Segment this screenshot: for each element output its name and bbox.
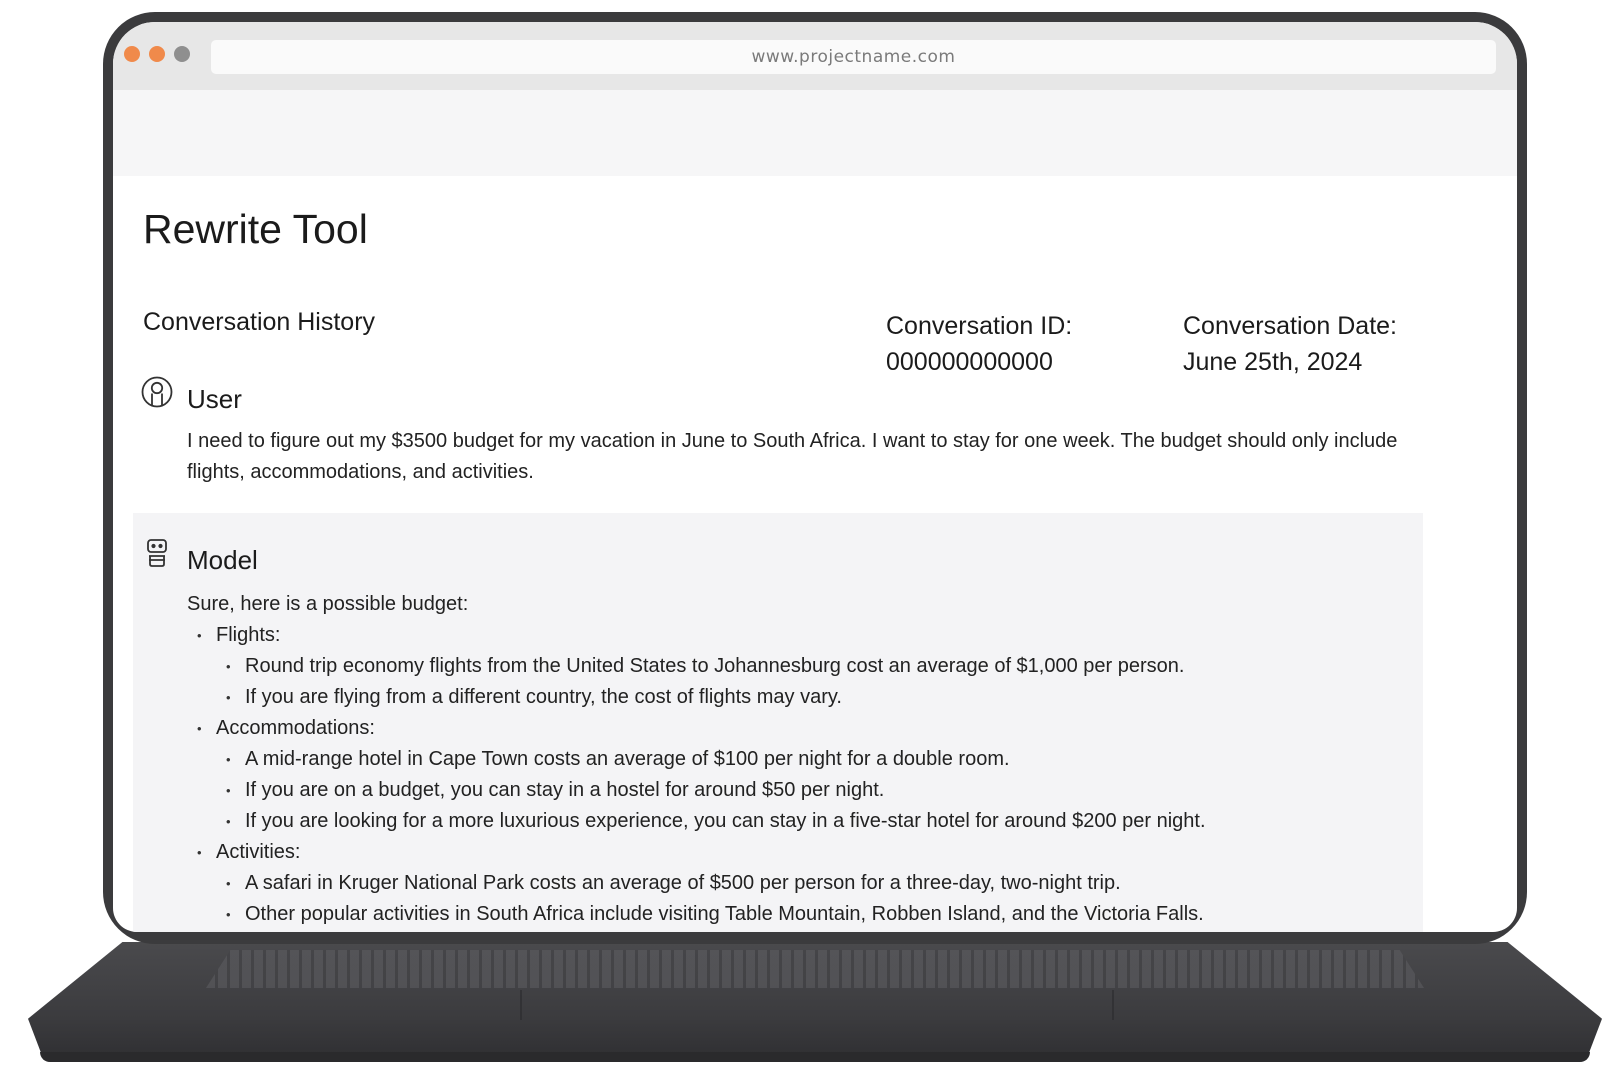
window-close-dot[interactable] (124, 46, 140, 62)
browser-toolbar (113, 22, 1517, 90)
user-turn-heading (133, 376, 1423, 420)
section-items (187, 868, 1423, 930)
section-items (187, 651, 1423, 713)
budget-section-accommodations (187, 713, 1423, 837)
conversation-history-label: Conversation History (143, 308, 376, 336)
section-title: • Flights: (216, 624, 281, 646)
laptop-base-edge (40, 1052, 1590, 1062)
trackpad (520, 990, 1114, 1020)
list-item: • Other popular activities in South Africa include visiting Table Mountain, Robben Island, and the Victoria Falls. (216, 899, 1423, 930)
list-item: • A safari in Kruger National Park costs an average of $500 per person for a three-day, two-night trip. (216, 868, 1423, 899)
section-title: • Accommodations: (216, 717, 375, 739)
list-item: • A mid-range hotel in Cape Town costs an average of $100 per night for a double room. (216, 744, 1423, 775)
list-item: • If you are on a budget, you can stay in a hostel for around $50 per night. (216, 775, 1423, 806)
list-item: • If you are flying from a different country, the cost of flights may vary. (216, 682, 1423, 713)
window-maximize-dot[interactable] (174, 46, 190, 62)
budget-section-flights (187, 620, 1423, 713)
user-circle-icon (141, 376, 173, 408)
main-content (113, 176, 1517, 932)
conversation-id (886, 308, 1072, 380)
keyboard (206, 950, 1424, 988)
model-turn (133, 513, 1423, 932)
list-item: • If you are looking for a more luxurious experience, you can stay in a five-star hotel for around $200 per night. (216, 806, 1423, 837)
robot-icon (141, 537, 173, 569)
user-message: I need to figure out my $3500 budget for my vacation in June to South Africa. I want to stay for one week. The budget should only include flights, accommodations, and activities. (187, 430, 1398, 483)
section-title: • Activities: (216, 841, 301, 863)
list-item: • Round trip economy flights from the United States to Johannesburg cost an average of $1,000 per person. (216, 651, 1423, 682)
budget-section-activities (187, 837, 1423, 930)
user-role-label: User (187, 384, 242, 414)
model-turn-heading (133, 537, 1423, 581)
conversation-date (1183, 308, 1397, 380)
page-header-bar (113, 90, 1517, 176)
user-turn (133, 376, 1423, 488)
address-bar[interactable]: www.projectname.com (211, 40, 1496, 74)
window-minimize-dot[interactable] (149, 46, 165, 62)
conversation-id-label: Conversation ID: (886, 312, 1073, 340)
model-role-label: Model (187, 545, 258, 575)
page-title: Rewrite Tool (143, 206, 368, 252)
conversation-id-value: 000000000000 (886, 348, 1053, 376)
section-items (187, 744, 1423, 837)
browser-window (113, 22, 1517, 932)
conversation-date-label: Conversation Date: (1183, 312, 1398, 340)
budget-list (133, 620, 1423, 930)
conversation-date-value: June 25th, 2024 (1183, 348, 1363, 376)
model-intro: Sure, here is a possible budget: (187, 593, 469, 615)
